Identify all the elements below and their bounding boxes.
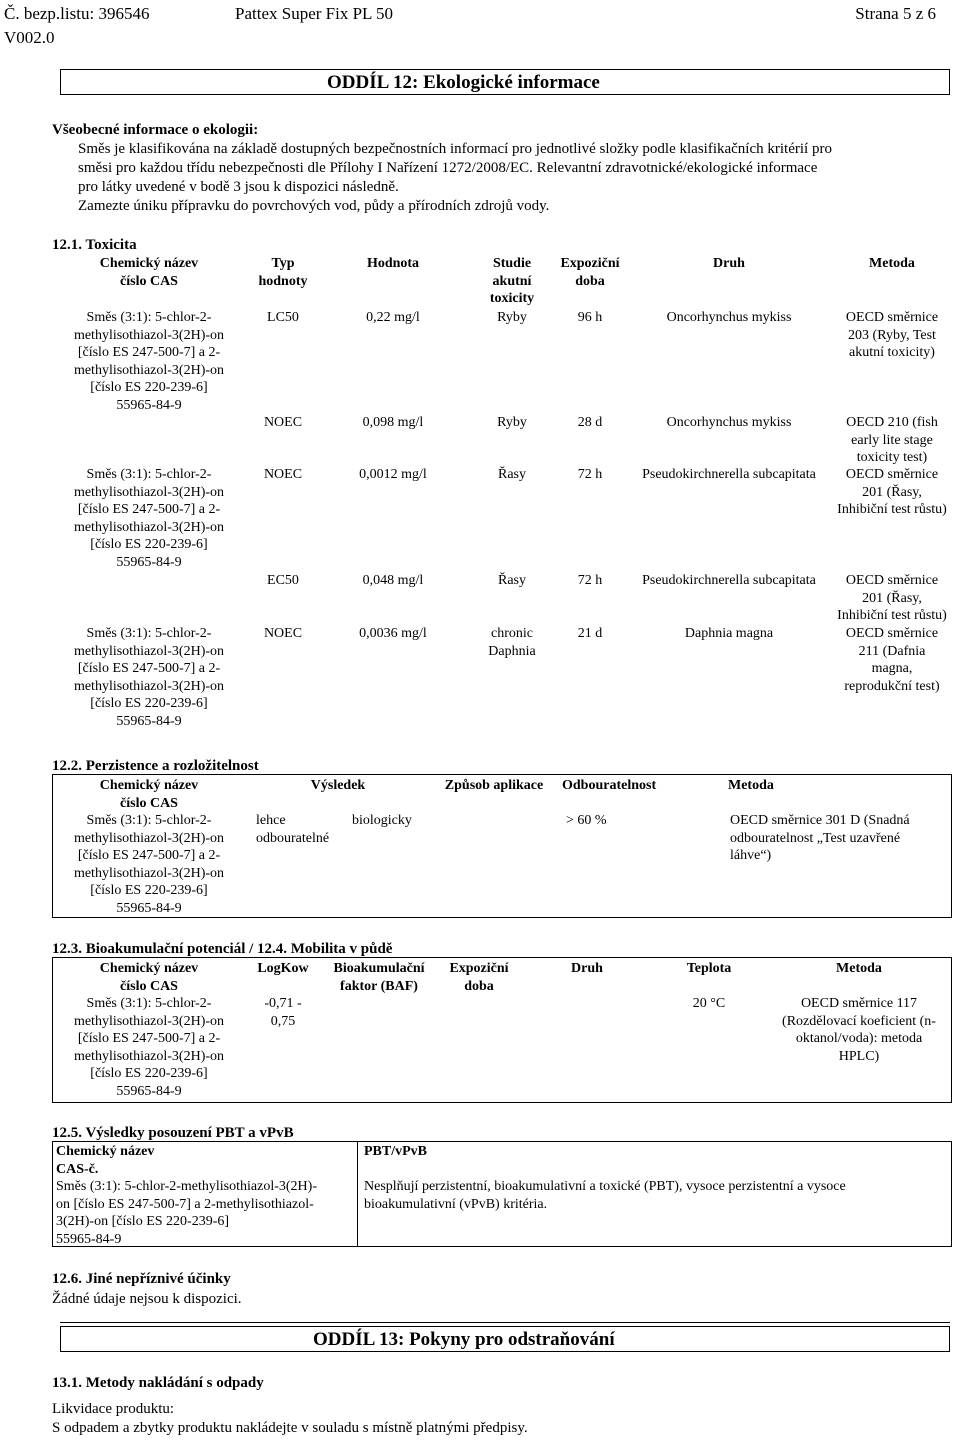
tox-exposure: 96 h	[577, 310, 603, 325]
tox-value: 0,098 mg/l	[362, 415, 424, 430]
tox-type: NOEC	[263, 467, 303, 482]
pbt-col1-header: Chemický název CAS-č.	[56, 1144, 155, 1177]
tox-exposure: 72 h	[577, 467, 603, 482]
tox-header-1: Typ hodnoty	[258, 256, 308, 289]
section-13-title-box	[60, 1326, 950, 1352]
pbt-result: Nesplňují perzistentní, bioakumulativní a toxické (PBT), vysoce perzistentní a vysoce bioakumulativní (vPvB) kritéria.	[364, 1179, 846, 1212]
bioacc-header-5: Teplota	[686, 961, 732, 976]
tox-method: OECD 210 (fish early lite stage toxicity test)	[846, 415, 938, 465]
section-13-title: ODDÍL 13: Pokyny pro odstraňování	[313, 1329, 615, 1350]
bioacc-logkow: -0,71 - 0,75	[264, 996, 302, 1029]
sheet-number: Č. bezp.listu: 396546	[4, 4, 150, 23]
tox-type: EC50	[267, 573, 299, 588]
pbt-substance: Směs (3:1): 5-chlor-2-methylisothiazol-3(2H)- on [číslo ES 247-500-7] a 2-methylisothiazol- 3(2H)-on [číslo ES 220-239-6] 55965-84-9	[56, 1179, 317, 1247]
version: V002.0	[4, 28, 55, 47]
tox-header-2: Hodnota	[366, 256, 420, 271]
tox-exposure: 72 h	[577, 573, 603, 588]
tox-exposure: 28 d	[577, 415, 603, 430]
bioacc-substance: Směs (3:1): 5-chlor-2- methylisothiazol-3(2H)-on [číslo ES 247-500-7] a 2- methylisothiazol-3(2H)-on [číslo ES 220-239-6] 55965-84-9	[73, 996, 225, 1099]
tox-method: OECD směrnice 211 (Dafnia magna, reprodukční test)	[844, 626, 940, 694]
tox-type: NOEC	[263, 415, 303, 430]
section-13-rule	[60, 1322, 950, 1323]
tox-value: 0,048 mg/l	[362, 573, 424, 588]
tox-value: 0,22 mg/l	[366, 310, 420, 325]
bioacc-header-4: Druh	[571, 961, 603, 976]
persist-result-1: lehce	[256, 813, 286, 828]
bioacc-header-3: Expoziční doba	[449, 961, 509, 994]
persist-header-0: Chemický název číslo CAS	[99, 778, 199, 811]
pbt-col2-header: PBT/vPvB	[364, 1144, 428, 1159]
section-12-title: ODDÍL 12: Ekologické informace	[327, 72, 600, 93]
persist-heading: 12.2. Perzistence a rozložitelnost	[52, 758, 259, 774]
general-line-4: Zamezte úniku přípravku do povrchových vod, půdy a přírodních zdrojů vody.	[78, 198, 550, 214]
tox-method: OECD směrnice 201 (Řasy, Inhibiční test růstu)	[837, 467, 947, 517]
tox-study: chronic Daphnia	[488, 626, 536, 659]
persist-header-4: Metoda	[728, 778, 774, 793]
tox-method: OECD směrnice 201 (Řasy, Inhibiční test růstu)	[837, 573, 947, 623]
tox-study: Ryby	[497, 310, 527, 325]
bioacc-header-0: Chemický název číslo CAS	[99, 961, 199, 994]
tox-study: Řasy	[498, 573, 526, 588]
persist-header-1: Výsledek	[310, 778, 366, 793]
page-number: Strana 5 z 6	[855, 4, 936, 23]
general-line-2: směsi pro každou třídu nebezpečnosti dle Přílohy I Nařízení 1272/2008/EC. Relevantní zdravotnické/ekologické informace	[78, 160, 818, 176]
tox-header-4: Expoziční doba	[560, 256, 620, 289]
tox-type: NOEC	[263, 626, 303, 641]
bioacc-header-6: Metoda	[836, 961, 882, 976]
tox-species: Pseudokirchnerella subcapitata	[642, 467, 816, 482]
tox-value: 0,0036 mg/l	[359, 626, 427, 641]
waste-label: Likvidace produktu:	[52, 1401, 175, 1417]
tox-type: LC50	[267, 310, 299, 325]
tox-header-5: Druh	[713, 256, 745, 271]
waste-text: S odpadem a zbytky produktu nakládejte v souladu s místně platnými předpisy.	[52, 1420, 528, 1436]
tox-species: Oncorhynchus mykiss	[666, 310, 792, 325]
persist-substance: Směs (3:1): 5-chlor-2- methylisothiazol-3(2H)-on [číslo ES 247-500-7] a 2- methylisothiazol-3(2H)-on [číslo ES 220-239-6] 55965-84-9	[73, 813, 225, 916]
tox-substance: Směs (3:1): 5-chlor-2- methylisothiazol-3(2H)-on [číslo ES 247-500-7] a 2- methylisothiazol-3(2H)-on [číslo ES 220-239-6] 55965-84-9	[73, 626, 225, 729]
bioacc-header-2: Bioakumulační faktor (BAF)	[333, 961, 425, 994]
waste-heading: 13.1. Metody nakládání s odpady	[52, 1375, 264, 1391]
tox-method: OECD směrnice 203 (Ryby, Test akutní toxicity)	[845, 310, 939, 360]
section-12-title-box	[60, 69, 950, 95]
persist-header-3: Odbouratelnost	[562, 778, 657, 793]
tox-header-6: Metoda	[869, 256, 915, 271]
bioacc-header-1: LogKow	[257, 961, 309, 976]
bioacc-temp: 20 °C	[692, 996, 726, 1011]
tox-species: Pseudokirchnerella subcapitata	[642, 573, 816, 588]
tox-species: Oncorhynchus mykiss	[666, 415, 792, 430]
other-text: Žádné údaje nejsou k dispozici.	[52, 1291, 242, 1307]
tox-exposure: 21 d	[577, 626, 603, 641]
tox-species: Daphnia magna	[684, 626, 774, 641]
bioacc-heading: 12.3. Bioakumulační potenciál / 12.4. Mobilita v půdě	[52, 941, 393, 957]
bioacc-method: OECD směrnice 117 (Rozdělovací koeficient (n- oktanol/voda): metoda HPLC)	[782, 996, 936, 1064]
tox-value: 0,0012 mg/l	[359, 467, 427, 482]
product-name: Pattex Super Fix PL 50	[235, 4, 394, 23]
persist-result-3: odbouratelné	[256, 831, 330, 846]
general-heading: Všeobecné informace o ekologii:	[52, 122, 259, 138]
tox-heading: 12.1. Toxicita	[52, 237, 137, 253]
tox-study: Řasy	[498, 467, 526, 482]
tox-header-0: Chemický název číslo CAS	[99, 256, 199, 289]
persist-header-2: Způsob aplikace	[444, 778, 544, 793]
persist-degradability: > 60 %	[566, 813, 607, 828]
tox-substance: Směs (3:1): 5-chlor-2- methylisothiazol-3(2H)-on [číslo ES 247-500-7] a 2- methylisothiazol-3(2H)-on [číslo ES 220-239-6] 55965-84-9	[73, 467, 225, 570]
persist-result-2: biologicky	[352, 813, 412, 828]
tox-header-3: Studie akutní toxicity	[489, 256, 535, 306]
tox-study: Ryby	[497, 415, 527, 430]
persist-method: OECD směrnice 301 D (Snadná odbouratelnost „Test uzavřené láhve“)	[730, 813, 910, 863]
other-heading: 12.6. Jiné nepříznivé účinky	[52, 1271, 231, 1287]
general-line-1: Směs je klasifikována na základě dostupných bezpečnostních informací pro jednotlivé složky podle klasifikačních kritérií pro	[78, 141, 832, 157]
tox-substance: Směs (3:1): 5-chlor-2- methylisothiazol-3(2H)-on [číslo ES 247-500-7] a 2- methylisothiazol-3(2H)-on [číslo ES 220-239-6] 55965-84-9	[73, 310, 225, 413]
general-line-3: pro látky uvedené v bodě 3 jsou k dispozici následně.	[78, 179, 399, 195]
pbt-heading: 12.5. Výsledky posouzení PBT a vPvB	[52, 1125, 294, 1141]
